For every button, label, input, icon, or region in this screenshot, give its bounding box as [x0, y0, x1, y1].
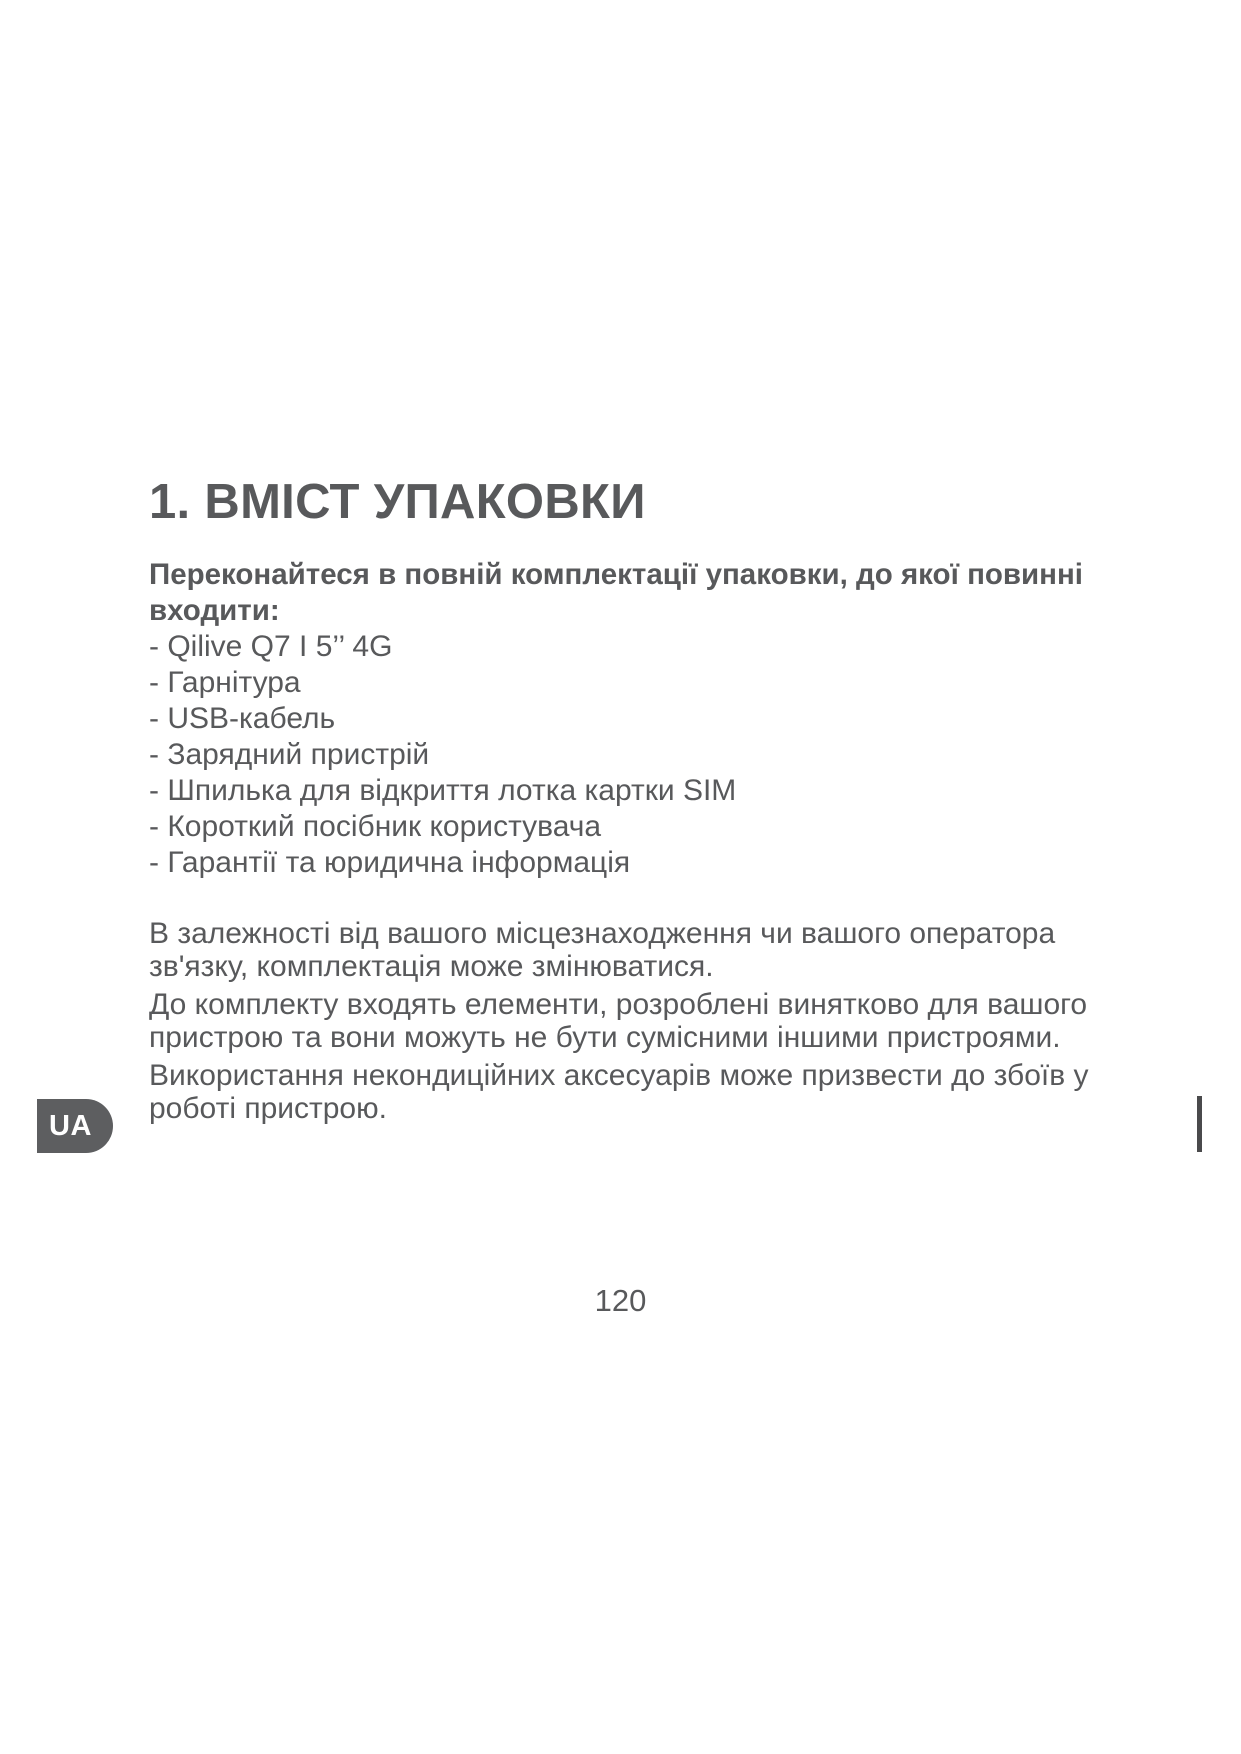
page-edge-marker: [1197, 1096, 1202, 1152]
list-item: - Шпилька для відкриття лотка картки SIM: [149, 774, 737, 807]
language-tab: UA: [37, 1099, 113, 1153]
note-paragraph: В залежності від вашого місцезнаходження чи вашого оператора зв'язку, комплектація може змінюватися.: [149, 917, 1056, 983]
note-paragraph: До комплекту входять елементи, розроблені винятково для вашого пристрою та вони можуть не бути сумісними іншими пристроями.: [149, 988, 1088, 1054]
package-contents-list: [149, 629, 736, 881]
intro-text: Переконайтеся в повній комплектації упаковки, до якої повинні входити:: [149, 558, 1084, 627]
notes-block: [149, 917, 1109, 1130]
note-paragraph: Використання некондиційних аксесуарів може призвести до збоїв у роботі пристрою.: [149, 1059, 1089, 1125]
list-item: - Зарядний пристрій: [149, 738, 430, 771]
list-item: - Гарнітура: [149, 666, 301, 699]
list-item: - Гарантії та юридична інформація: [149, 846, 631, 879]
list-item: - USB-кабель: [149, 702, 336, 735]
list-item: - Короткий посібник користувача: [149, 810, 602, 843]
page-number: 120: [594, 1283, 647, 1318]
page-title: 1. ВМІСТ УПАКОВКИ: [149, 475, 646, 529]
list-item: - Qilive Q7 I 5’’ 4G: [149, 630, 393, 663]
